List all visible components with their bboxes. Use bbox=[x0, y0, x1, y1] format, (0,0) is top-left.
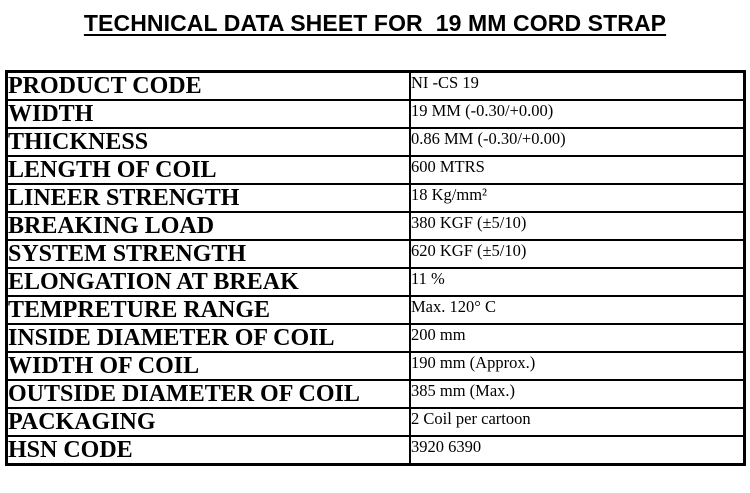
row-label: SYSTEM STRENGTH bbox=[7, 240, 411, 268]
row-label: WIDTH OF COIL bbox=[7, 352, 411, 380]
row-value: 0.86 MM (-0.30/+0.00) bbox=[410, 128, 745, 156]
row-label: LINEER STRENGTH bbox=[7, 184, 411, 212]
row-value: 19 MM (-0.30/+0.00) bbox=[410, 100, 745, 128]
table-row-tempreture-range bbox=[7, 296, 745, 324]
table-row-width bbox=[7, 100, 745, 128]
row-value: 11 % bbox=[410, 268, 745, 296]
row-value: 200 mm bbox=[410, 324, 745, 352]
row-label: HSN CODE bbox=[7, 436, 411, 465]
row-value: 380 KGF (±5/10) bbox=[410, 212, 745, 240]
row-label: OUTSIDE DIAMETER OF COIL bbox=[7, 380, 411, 408]
row-label: INSIDE DIAMETER OF COIL bbox=[7, 324, 411, 352]
table-row-packaging bbox=[7, 408, 745, 436]
table-row-thickness bbox=[7, 128, 745, 156]
row-value: 600 MTRS bbox=[410, 156, 745, 184]
table-row-elongation-at-break bbox=[7, 268, 745, 296]
row-label: LENGTH OF COIL bbox=[7, 156, 411, 184]
row-value: Max. 120° C bbox=[410, 296, 745, 324]
table-row-system-strength bbox=[7, 240, 745, 268]
row-value: 2 Coil per cartoon bbox=[410, 408, 745, 436]
row-label: PACKAGING bbox=[7, 408, 411, 436]
row-value: 18 Kg/mm² bbox=[410, 184, 745, 212]
table-row-lineer-strength bbox=[7, 184, 745, 212]
row-label: PRODUCT CODE bbox=[7, 72, 411, 101]
row-value: NI -CS 19 bbox=[410, 72, 745, 101]
table-row-hsn-code bbox=[7, 436, 745, 465]
row-label: ELONGATION AT BREAK bbox=[7, 268, 411, 296]
table-row-inside-diameter-of-coil bbox=[7, 324, 745, 352]
table-row-width-of-coil bbox=[7, 352, 745, 380]
row-label: BREAKING LOAD bbox=[7, 212, 411, 240]
row-value: 620 KGF (±5/10) bbox=[410, 240, 745, 268]
row-label: WIDTH bbox=[7, 100, 411, 128]
row-label: THICKNESS bbox=[7, 128, 411, 156]
page-title: TECHNICAL DATA SHEET FOR 19 MM CORD STRAP bbox=[83, 10, 667, 36]
table-row-outside-diameter-of-coil bbox=[7, 380, 745, 408]
table-row-product-code bbox=[7, 72, 745, 101]
row-label: TEMPRETURE RANGE bbox=[7, 296, 411, 324]
row-value: 190 mm (Approx.) bbox=[410, 352, 745, 380]
row-value: 3920 6390 bbox=[410, 436, 745, 465]
table-row-breaking-load bbox=[7, 212, 745, 240]
technical-data-table bbox=[5, 70, 746, 466]
table-row-length-of-coil bbox=[7, 156, 745, 184]
row-value: 385 mm (Max.) bbox=[410, 380, 745, 408]
